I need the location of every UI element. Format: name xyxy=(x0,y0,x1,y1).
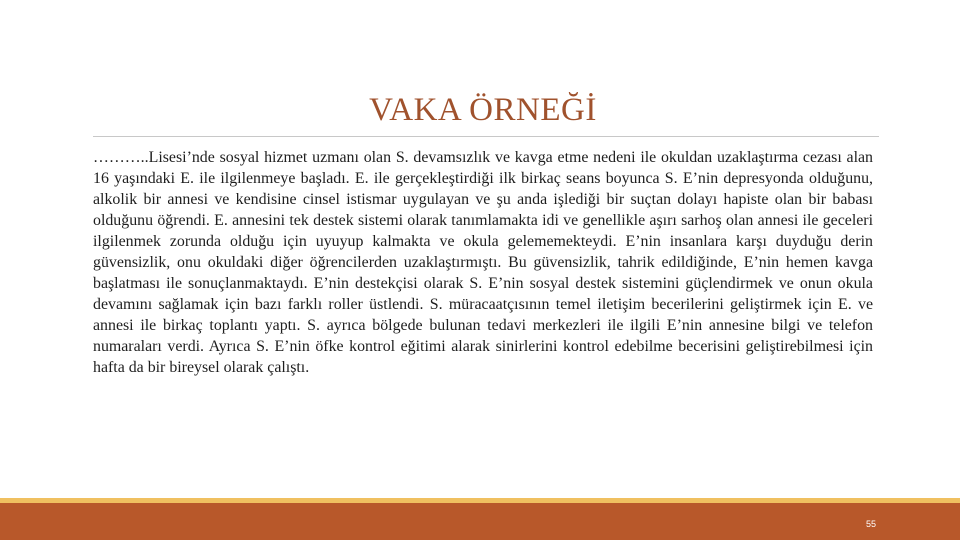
page-number: 55 xyxy=(865,519,876,529)
slide-title: VAKA ÖRNEĞİ xyxy=(369,92,597,128)
case-study-text: ………..Lisesi’nde sosyal hizmet uzmanı olan S. devamsızlık ve kavga etme nedeni ile okuldan uzaklaştırma cezası alan 16 yaşındaki E. ile ilgilenmeye başladı. E. ile gerçekleştirdiği ilk birkaç seans boyunca S. E’nin depresyonda olduğunu, alkolik bir annesi ve kendisine cinsel istismar uygulayan ve şu anda işlediği bir suçtan dolayı hapiste olan bir babası olduğunu öğrendi. E. annesini tek destek sistemi olarak tanımlamakta idi ve genellikle aşırı sarhoş olan annesi ile geceleri ilgilenmek zorunda olduğu için uyuyup kalmakta ve okula gelememekteydi. E’nin insanlara karşı duyduğu derin güvensizlik, onu okuldaki diğer öğrencilerden uzaklaştırmıştı. Bu güvensizlik, tahrik edildiğinde, E’nin hemen kavga başlatması ile sonuçlanmaktaydı. E’nin destekçisi olarak S. E’nin sosyal destek sistemini güçlendirmek ve onun okula devamını sağlamak için bazı farklı roller üstlendi. S. müracaatçısının temel iletişim becerilerini geliştirmek için E. ve annesi ile birkaç toplantı yaptı. S. ayrıca bölgede bulunan tedavi merkezleri ile ilgili E’nin annesine bilgi ve telefon numaraları verdi. Ayrıca S. E’nin öfke kontrol eğitimi alarak sinirlerini kontrol edebilme becerisini geliştirebilmesi için hafta da bir bireysel olarak çalıştı. xyxy=(93,149,873,376)
footer-bar xyxy=(0,503,960,540)
title-divider xyxy=(93,136,879,137)
